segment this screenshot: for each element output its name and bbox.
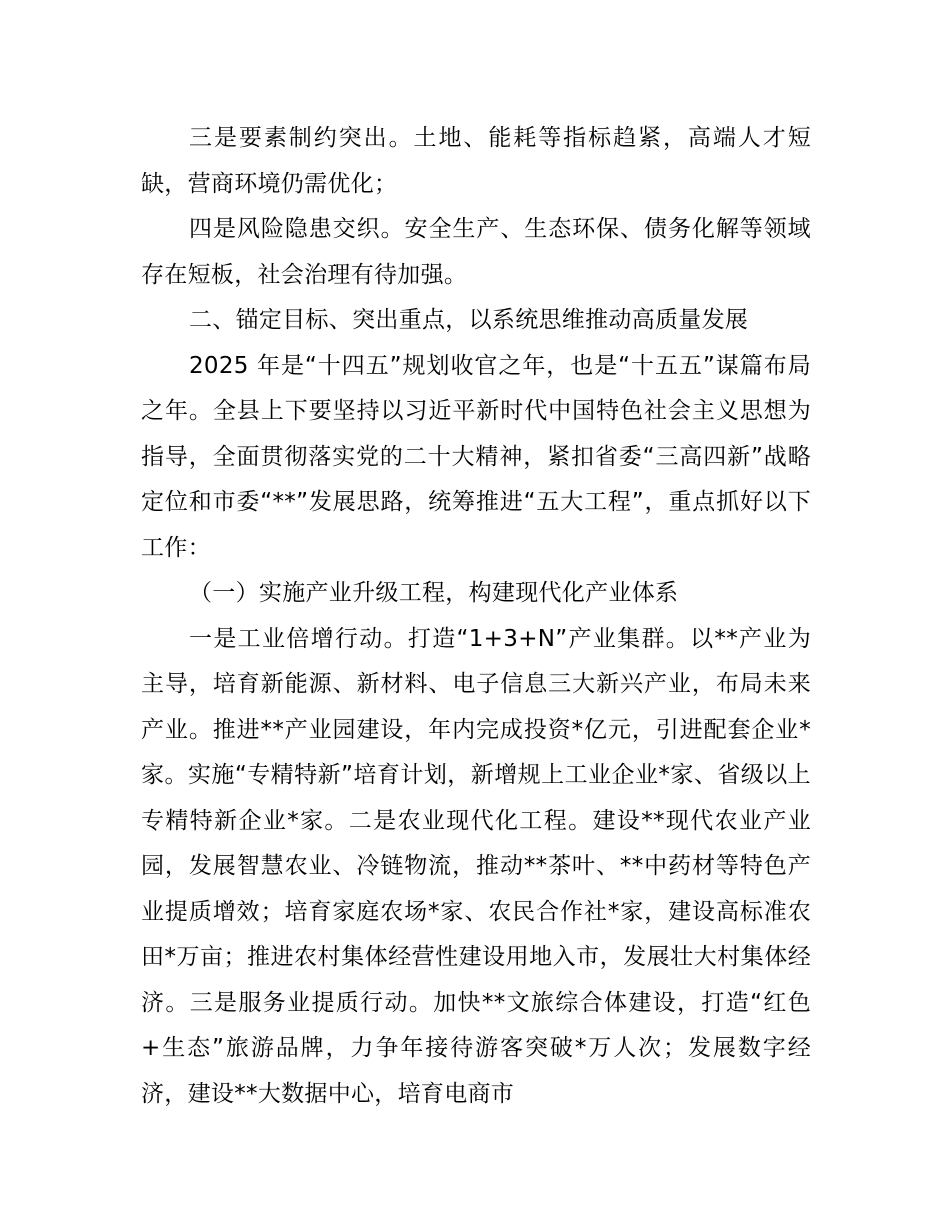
paragraph-factor-constraints: 三是要素制约突出。土地、能耗等指标趋紧，高端人才短缺，营商环境仍需优化； — [141, 125, 811, 197]
document-body — [141, 116, 811, 1117]
subsection-heading-one: （一）实施产业升级工程，构建现代化产业体系 — [189, 580, 679, 606]
paragraph-risks: 四是风险隐患交织。安全生产、生态环保、债务化解等领域存在短板，社会治理有待加强。 — [141, 216, 811, 288]
paragraph-2025-overview: 2025 年是“十四五”规划收官之年，也是“十五五”谋篇布局之年。全县上下要坚持以习近平新时代中国特色社会主义思想为指导，全面贯彻落实党的二十大精神，紧扣省委“三高四新”战略定位和市委“**”发展思路，统筹推进“五大工程”，重点抓好以下工作： — [141, 352, 811, 561]
paragraph-industry-actions: 一是工业倍增行动。打造“1+3+N”产业集群。以**产业为主导，培育新能源、新材料、电子信息三大新兴产业，布局未来产业。推进**产业园建设，年内完成投资*亿元，引进配套企业*家。实施“专精特新”培育计划，新增规上工业企业*家、省级以上专精特新企业*家。二是农业现代化工程。建设**现代农业产业园，发展智慧农业、冷链物流，推动**茶叶、**中药材等特色产业提质增效；培育家庭农场*家、农民合作社*家，建设高标准农田*万亩；推进农村集体经营性建设用地入市，发展壮大村集体经济。三是服务业提质行动。加快**文旅综合体建设，打造“红色+生态”旅游品牌，力争年接待游客突破*万人次；发展数字经济，建设**大数据中心，培育电商市 — [141, 625, 811, 1107]
section-heading-two: 二、锚定目标、突出重点，以系统思维推动高质量发展 — [189, 307, 749, 333]
